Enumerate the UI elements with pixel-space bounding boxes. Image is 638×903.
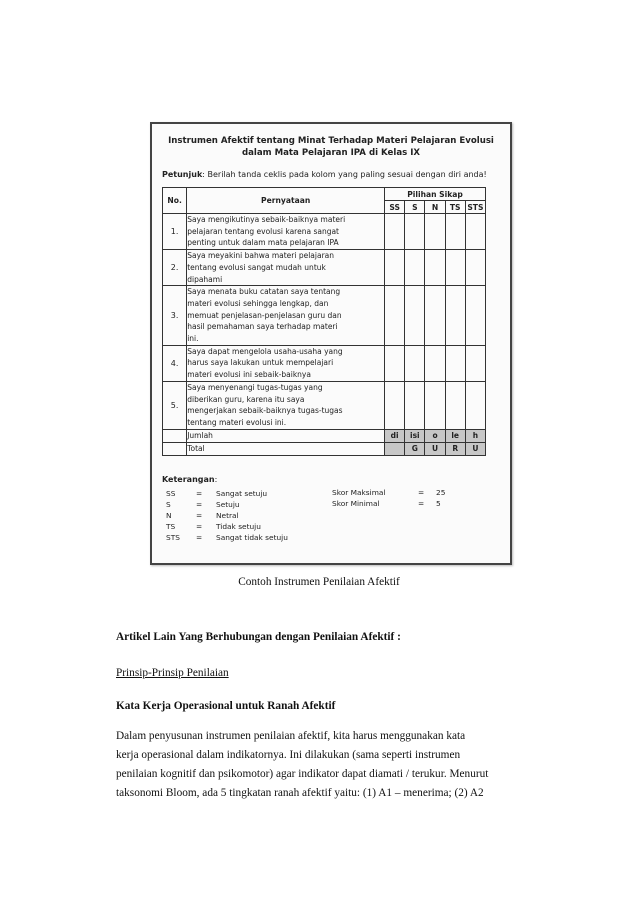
- choice-cell: [405, 250, 425, 286]
- choice-cell: [465, 286, 485, 346]
- choice-cell: [405, 286, 425, 346]
- statement-line: Saya menyenangi tugas-tugas yang: [187, 382, 323, 392]
- choice-cell: [405, 214, 425, 250]
- legend-abbr: SS: [166, 489, 176, 498]
- instruction-label: Petunjuk: [162, 170, 203, 179]
- statement-line: diberikan guru, karena itu saya: [187, 394, 305, 404]
- row-number: 4.: [163, 345, 187, 381]
- figure-caption: Contoh Instrumen Penilaian Afektif: [238, 576, 400, 588]
- statement: [187, 286, 385, 346]
- table-row: [163, 250, 486, 286]
- legend-desc: Netral: [216, 511, 239, 520]
- instruction: [162, 170, 507, 179]
- statement-line: memuat penjelasan-penjelasan guru dan: [187, 310, 342, 320]
- paragraph-line: taksonomi Bloom, ada 5 tingkatan ranah afektif yaitu: (1) A1 – menerima; (2) A2: [116, 787, 484, 799]
- skor-value: 25: [436, 488, 446, 497]
- choice-cell: [385, 214, 405, 250]
- choice-cell: [425, 345, 445, 381]
- statement: [187, 214, 385, 250]
- statement: [187, 345, 385, 381]
- legend-abbr: S: [166, 500, 171, 509]
- choice-cell: [385, 286, 405, 346]
- total-cell: R: [445, 442, 465, 455]
- total-cell: G: [405, 442, 425, 455]
- total-row: [163, 442, 486, 455]
- statement-line: mengerjakan sebaik-baiknya tugas-tugas: [187, 406, 343, 416]
- statement-line: hasil pemahaman saya terhadap materi: [187, 322, 338, 332]
- header-option-ss: SS: [385, 201, 405, 214]
- choice-cell: [425, 250, 445, 286]
- jumlah-blank: [163, 429, 187, 442]
- paragraph-line: penilaian kognitif dan psikomotor) agar indikator dapat diamati / terukur. Menurut: [116, 768, 489, 780]
- statement-line: Saya dapat mengelola usaha-usaha yang: [187, 346, 343, 356]
- statement: [187, 381, 385, 429]
- legend-eq: =: [196, 489, 203, 498]
- choice-cell: [465, 250, 485, 286]
- statement-line: materi evolusi ini sebaik-baiknya: [187, 370, 311, 380]
- figure-title: [152, 135, 510, 159]
- statement-line: dipahami: [187, 274, 223, 284]
- jumlah-label: Jumlah: [187, 429, 385, 442]
- choice-cell: [465, 381, 485, 429]
- choice-cell: [405, 345, 425, 381]
- legend-desc: Sangat tidak setuju: [216, 533, 288, 542]
- legend-title-text: Keterangan: [162, 475, 215, 484]
- statement-line: tentang materi evolusi ini.: [187, 417, 287, 427]
- jumlah-cell: le: [445, 429, 465, 442]
- choice-cell: [385, 381, 405, 429]
- skor-label: Skor Maksimal: [332, 488, 386, 497]
- choice-cell: [385, 250, 405, 286]
- header-pernyataan: Pernyataan: [187, 188, 385, 214]
- legend-eq: =: [196, 533, 203, 542]
- statement-line: materi evolusi sehingga lengkap, dan: [187, 298, 329, 308]
- header-no: No.: [163, 188, 187, 214]
- statement-line: Saya meyakini bahwa materi pelajaran: [187, 251, 334, 261]
- paragraph-line: kerja operasional dalam indikatornya. Ini dilakukan (sama seperti instrumen: [116, 749, 461, 761]
- statement-line: harus saya lakukan untuk mempelajari: [187, 358, 334, 368]
- figure-title-line-1: Instrumen Afektif tentang Minat Terhadap Materi Pelajaran Evolusi: [168, 136, 494, 146]
- skor-eq: =: [418, 499, 425, 508]
- legend-desc: Setuju: [216, 500, 240, 509]
- skor-value: 5: [436, 499, 441, 508]
- statement-line: penting untuk dalam mata pelajaran IPA: [187, 238, 339, 248]
- legend-abbr: TS: [166, 522, 176, 531]
- choice-cell: [445, 250, 465, 286]
- jumlah-cell: o: [425, 429, 445, 442]
- header-pilihan-sikap: Pilihan Sikap: [385, 188, 486, 201]
- statement: [187, 250, 385, 286]
- choice-cell: [465, 345, 485, 381]
- table-row: [163, 381, 486, 429]
- skor-maksimal: [332, 488, 472, 499]
- choice-cell: [445, 345, 465, 381]
- header-option-sts: STS: [465, 201, 485, 214]
- choice-cell: [445, 214, 465, 250]
- total-cell: U: [465, 442, 485, 455]
- related-link[interactable]: Prinsip-Prinsip Penilaian: [116, 667, 229, 679]
- total-cell: U: [425, 442, 445, 455]
- legend-desc: Tidak setuju: [216, 522, 261, 531]
- header-option-n: N: [425, 201, 445, 214]
- statement-line: pelajaran tentang evolusi karena sangat: [187, 226, 339, 236]
- choice-cell: [385, 345, 405, 381]
- instrument-figure: [150, 122, 512, 565]
- figure-title-line-2: dalam Mata Pelajaran IPA di Kelas IX: [241, 148, 421, 158]
- paragraph-line: Dalam penyusunan instrumen penilaian afektif, kita harus menggunakan kata: [116, 730, 466, 742]
- legend-title: [162, 475, 217, 484]
- header-option-s: S: [405, 201, 425, 214]
- legend-abbr: STS: [166, 533, 180, 542]
- total-cell: [385, 442, 405, 455]
- section-heading: Kata Kerja Operasional untuk Ranah Afektif: [116, 700, 336, 712]
- total-label: Total: [187, 442, 385, 455]
- instrument-table: [162, 187, 486, 456]
- legend-abbr: N: [166, 511, 172, 520]
- choice-cell: [425, 381, 445, 429]
- legend-eq: =: [196, 522, 203, 531]
- choice-cell: [445, 286, 465, 346]
- related-heading: Artikel Lain Yang Berhubungan dengan Penilaian Afektif :: [116, 631, 401, 643]
- legend-eq: =: [196, 500, 203, 509]
- legend-desc: Sangat setuju: [216, 489, 268, 498]
- jumlah-cell: di: [385, 429, 405, 442]
- row-number: 1.: [163, 214, 187, 250]
- jumlah-row: [163, 429, 486, 442]
- row-number: 2.: [163, 250, 187, 286]
- skor-minimal: [332, 499, 472, 510]
- total-blank: [163, 442, 187, 455]
- jumlah-cell: h: [465, 429, 485, 442]
- choice-cell: [425, 214, 445, 250]
- skor-label: Skor Minimal: [332, 499, 380, 508]
- row-number: 5.: [163, 381, 187, 429]
- header-option-ts: TS: [445, 201, 465, 214]
- instruction-text: : Berilah tanda ceklis pada kolom yang paling sesuai dengan diri anda!: [202, 170, 487, 179]
- table-row: [163, 214, 486, 250]
- table-row: [163, 345, 486, 381]
- row-number: 3.: [163, 286, 187, 346]
- table-row: [163, 286, 486, 346]
- choice-cell: [405, 381, 425, 429]
- choice-cell: [445, 381, 465, 429]
- choice-cell: [425, 286, 445, 346]
- statement-line: Saya mengikutinya sebaik-baiknya materi: [187, 215, 346, 224]
- statement-line: Saya menata buku catatan saya tentang: [187, 287, 341, 297]
- legend: [162, 475, 446, 542]
- jumlah-cell: isi: [405, 429, 425, 442]
- skor-eq: =: [418, 488, 425, 497]
- statement-line: tentang evolusi sangat mudah untuk: [187, 262, 326, 272]
- choice-cell: [465, 214, 485, 250]
- legend-title-colon: :: [214, 475, 218, 484]
- statement-line: ini.: [187, 334, 199, 344]
- legend-eq: =: [196, 511, 203, 520]
